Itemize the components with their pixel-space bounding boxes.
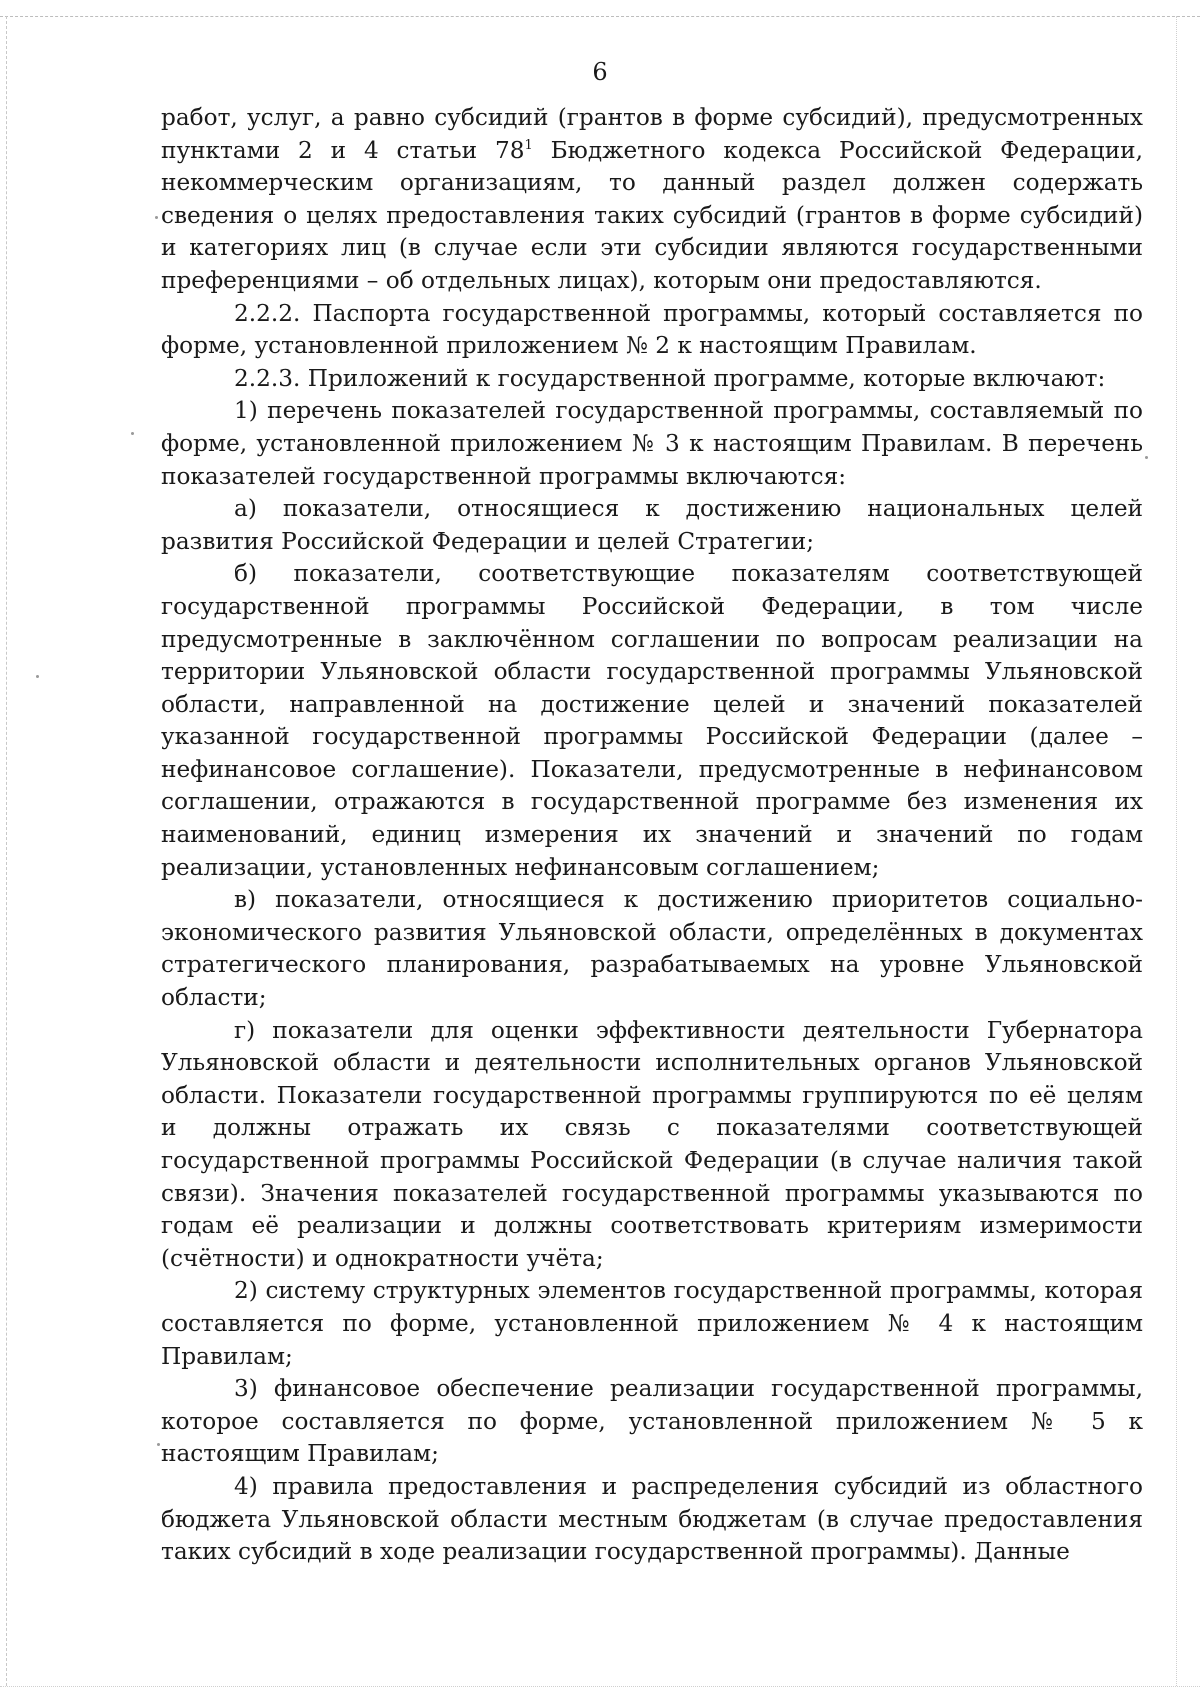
superscript-marker: 1 [524,137,533,153]
paragraph-continuation [161,102,1143,298]
page-number: 6 [592,58,608,86]
paragraph-passport: 2.2.2. Паспорта государственной программы, который составляется по форме, установленной приложением № 2 к настоящим Правилам. [161,299,1143,360]
list-subitem-a: а) показатели, относящиеся к достижению национальных целей развития Российской Федерации и целей Стратегии; [161,495,1143,555]
scan-speck [155,216,158,219]
scan-speck [157,1443,160,1446]
paragraph-text: Бюджетного кодекса Российской Федерации, некоммерческим организациям, то данный раздел должен содержать сведения о целях предоставления таких субсидий (грантов в форме субсидий) и категориях лиц (в случае если эти субсидии являются государственными преференциями – об отдельных лицах), которым они предоставляются. [161,136,1143,294]
scan-speck [1145,456,1148,459]
scan-border-left [6,16,7,1686]
scan-speck [131,432,134,435]
paragraph-appendices: 2.2.3. Приложений к государственной программе, которые включают: [234,364,1106,392]
list-subitem-g: г) показатели для оценки эффективности деятельности Губернатора Ульяновской области и деятельности исполнительных органов Ульяновской области. Показатели государственной программы группируются по её целям и должны отражать их связь с показателями соответствующей государственной программы Российской Федерации (в случае наличия такой связи). Значения показателей государственной программы указываются по годам её реализации и должны соответствовать критериям измеримости (счётности) и однократности учёта; [161,1016,1143,1272]
scan-border-right [1176,16,1177,1686]
scan-speck [36,675,39,678]
list-item-structural-elements: 2) систему структурных элементов государственной программы, которая составляется по форме, установленной приложением № 4 к настоящим Правилам; [161,1277,1143,1370]
scan-border-bottom [0,1686,1200,1687]
list-subitem-v: в) показатели, относящиеся к достижению приоритетов социально-экономического развития Ульяновской области, определённых в документах стратегического планирования, разрабатываемых на уровне Ульяновской области; [161,886,1143,1012]
list-item-subsidy-rules: 4) правила предоставления и распределения субсидий из областного бюджета Ульяновской области местным бюджетам (в случае предоставления таких субсидий в ходе реализации государственной программы). Данные [161,1472,1143,1566]
document-body [161,102,1143,1569]
list-item-financing: 3) финансовое обеспечение реализации государственной программы, которое составляется по форме, установленной приложением № 5 к настоящим Правилам; [161,1375,1143,1468]
list-subitem-b: б) показатели, соответствующие показателям соответствующей государственной программы Российской Федерации, в том числе предусмотренные в заключённом соглашении по вопросам реализации на территории Ульяновской области государственной программы Ульяновской области, направленной на достижение целей и значений показателей указанной государственной программы Российской Федерации (далее – нефинансовое соглашение). Показатели, предусмотренные в нефинансовом соглашении, отражаются в государственной программе без изменения их наименований, единиц измерения их значений и значений по годам реализации, установленных нефинансовым соглашением; [161,560,1143,881]
paragraph-text: работ, услуг, а равно субсидий (грантов в форме субсидий), предусмотренных пунктами 2 и 4 статьи 78 [161,104,1143,164]
list-item-indicators: 1) перечень показателей государственной программы, составляемый по форме, установленной приложением № 3 к настоящим Правилам. В перечень показателей государственной программы включаются: [161,397,1143,490]
scan-border-top [0,16,1200,17]
